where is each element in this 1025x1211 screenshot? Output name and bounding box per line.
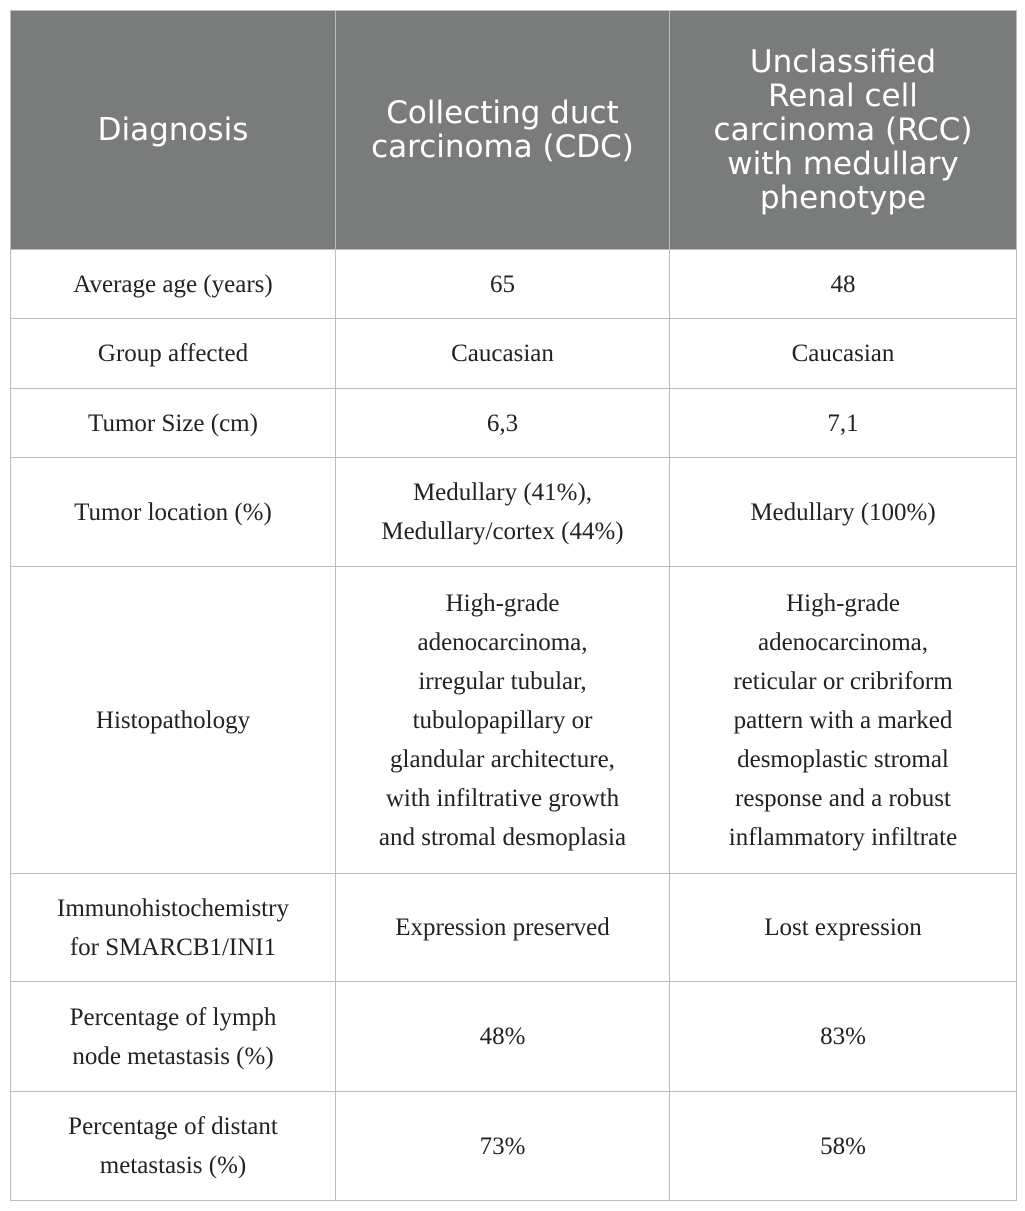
rcc-cell: 58% xyxy=(670,1092,1017,1201)
table-row xyxy=(11,250,1017,319)
table-row xyxy=(11,389,1017,458)
cdc-cell: Expression preserved xyxy=(336,874,670,982)
rcc-cell: 48 xyxy=(670,250,1017,319)
table-row xyxy=(11,319,1017,389)
header-row xyxy=(11,11,1017,250)
cdc-cell: Medullary (41%), Medullary/cortex (44%) xyxy=(336,458,670,567)
table-row xyxy=(11,1092,1017,1201)
rcc-cell: Caucasian xyxy=(670,319,1017,389)
table-row xyxy=(11,458,1017,567)
cdc-cell: 65 xyxy=(336,250,670,319)
rcc-cell: Medullary (100%) xyxy=(670,458,1017,567)
row-label: Histopathology xyxy=(11,567,336,874)
cdc-cell: 48% xyxy=(336,982,670,1092)
table-row xyxy=(11,982,1017,1092)
row-label: Average age (years) xyxy=(11,250,336,319)
cdc-cell: Caucasian xyxy=(336,319,670,389)
header-diagnosis: Diagnosis xyxy=(11,11,336,250)
table-row xyxy=(11,567,1017,874)
comparison-table xyxy=(10,10,1017,1201)
row-label: Immunohistochemistry for SMARCB1/INI1 xyxy=(11,874,336,982)
cdc-cell: 6,3 xyxy=(336,389,670,458)
cdc-cell: 73% xyxy=(336,1092,670,1201)
table-row xyxy=(11,874,1017,982)
row-label: Tumor Size (cm) xyxy=(11,389,336,458)
cdc-cell: High-grade adenocarcinoma, irregular tubular, tubulopapillary or glandular architecture, with infiltrative growth and stromal desmoplasia xyxy=(336,567,670,874)
row-label: Percentage of lymph node metastasis (%) xyxy=(11,982,336,1092)
rcc-cell: High-grade adenocarcinoma, reticular or cribriform pattern with a marked desmoplastic stromal response and a robust inflammatory infiltrate xyxy=(670,567,1017,874)
row-label: Group affected xyxy=(11,319,336,389)
row-label: Percentage of distant metastasis (%) xyxy=(11,1092,336,1201)
rcc-cell: 83% xyxy=(670,982,1017,1092)
row-label: Tumor location (%) xyxy=(11,458,336,567)
header-cdc: Collecting duct carcinoma (CDC) xyxy=(336,11,670,250)
rcc-cell: Lost expression xyxy=(670,874,1017,982)
rcc-cell: 7,1 xyxy=(670,389,1017,458)
header-unclassified-rcc: Unclassified Renal cell carcinoma (RCC) with medullary phenotype xyxy=(670,11,1017,250)
